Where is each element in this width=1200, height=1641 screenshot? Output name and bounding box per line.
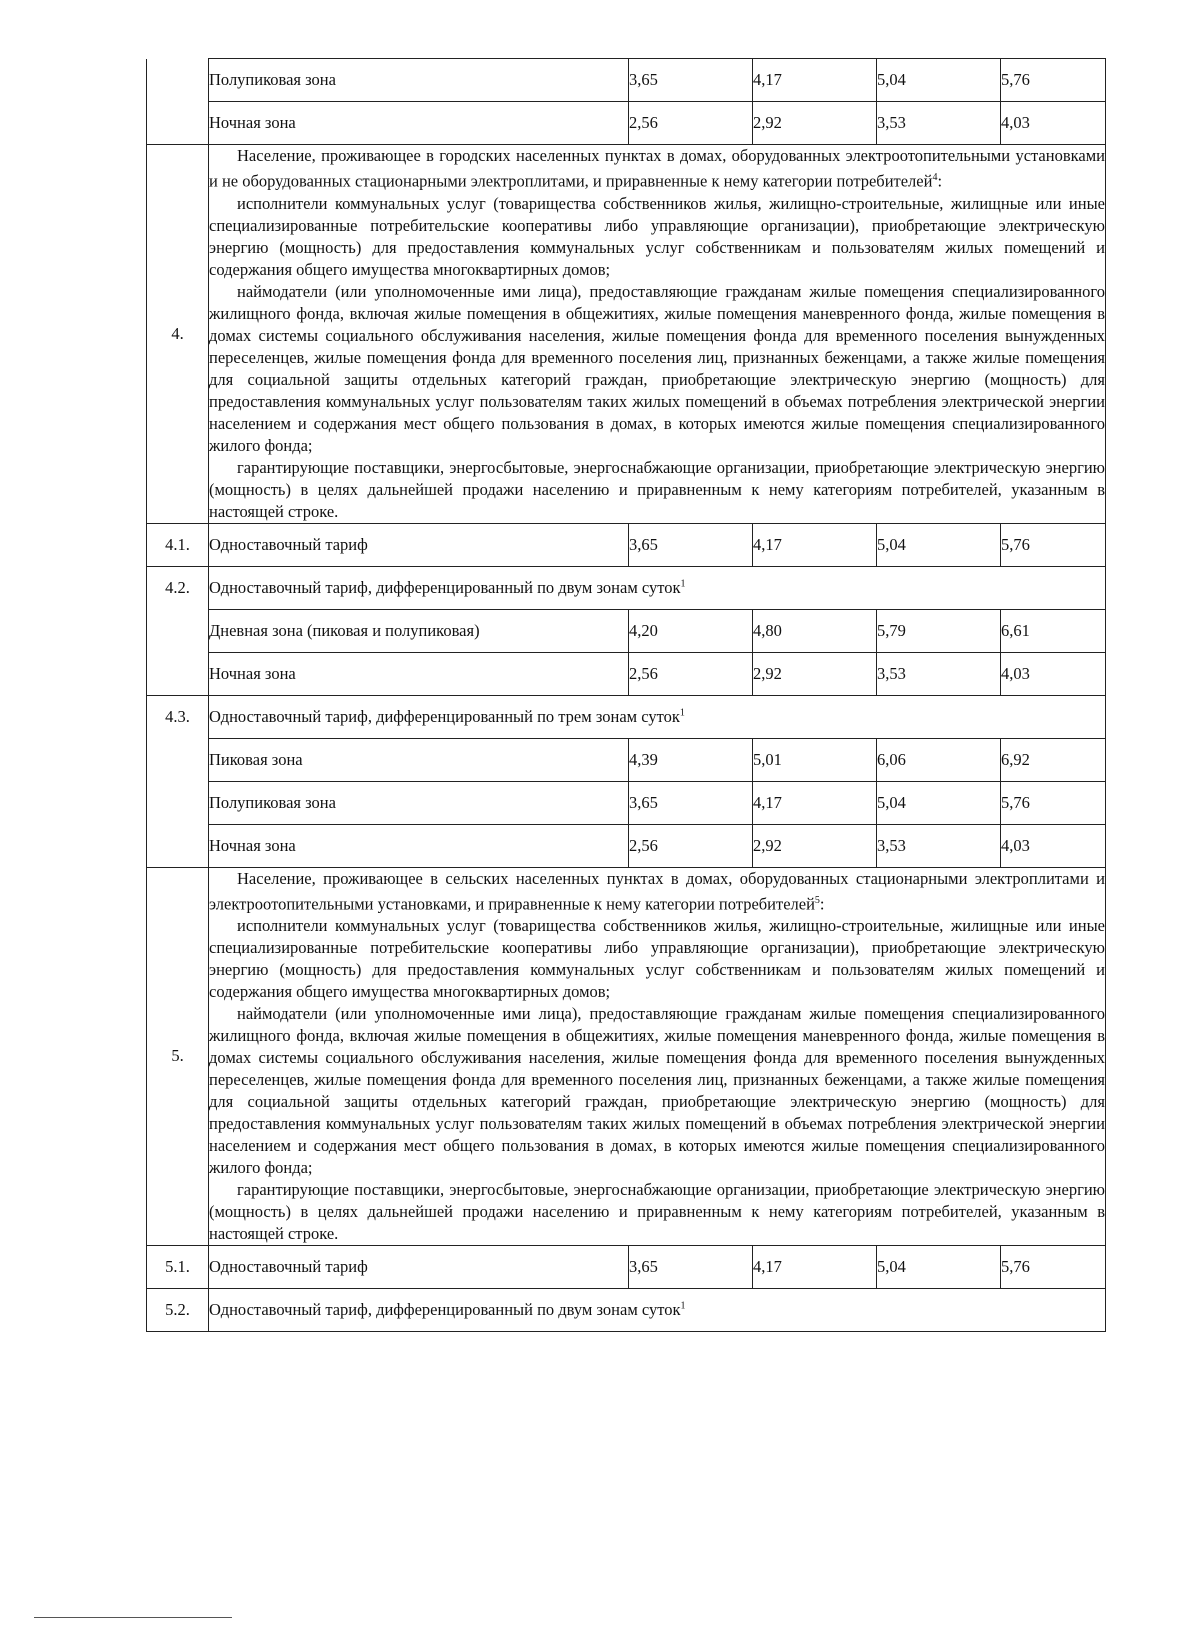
tariff-value: 4,80	[753, 609, 877, 652]
section-5-paragraph-1: Население, проживающее в сельских населенных пунктах в домах, оборудованных стационарными электроплитами и электроотопительными установками, и приравненные к нему категории потребителей$^5$:	[209, 868, 1105, 913]
tariff-value: 4,03	[1001, 102, 1106, 145]
tariff-value: 3,53	[877, 102, 1001, 145]
section-4-paragraph-3: наймодатели (или уполномоченные ими лица), предоставляющие гражданам жилые помещения специализированного жилищного фонда, включая жилые помещения в общежитиях, жилые помещения маневренного фонда, жилые помещения в домах системы социального обслуживания населения, жилые помещения фонда для временного поселения вынужденных переселенцев, жилые помещения фонда для временного поселения лиц, признанных беженцами, а также жилые помещения для социальной защиты отдельных категорий граждан, приобретающие электрическую энергию (мощность) для предоставления коммунальных услуг пользователям таких жилых помещений в объемах потребления электрической энергии населением и содержания мест общего пользования в домах, в которых имеются жилые помещения специализированного жилого фонда;	[209, 281, 1105, 455]
tariff-value: 3,65	[629, 59, 753, 102]
tariff-value: 5,01	[753, 738, 877, 781]
section-5-paragraph-2: исполнители коммунальных услуг (товарищества собственников жилья, жилищно-строительные, жилищные или иные специализированные потребительские кооперативы либо управляющие организации), приобретающие электрическую энергию (мощность) для предоставления коммунальных услуг собственникам и пользователям жилых помещений и содержания общего имущества многоквартирных домов;	[209, 916, 1105, 1001]
footnote-marker: 1	[680, 1300, 686, 1312]
section-4-description	[209, 145, 1106, 524]
tariff-value: 4,17	[753, 523, 877, 566]
table-row	[147, 1289, 1106, 1332]
row-number: 5.	[147, 867, 209, 1246]
section-5-paragraph-4: гарантирующие поставщики, энергосбытовые, энергоснабжающие организации, приобретающие электрическую энергию (мощность) в целях дальнейшей продажи населению и приравненным к нему категориям потребителей, указанным в настоящей строке.	[209, 1180, 1105, 1243]
footnote-marker: 1	[679, 707, 685, 718]
tariff-value: 2,56	[629, 824, 753, 867]
table-row	[147, 59, 1106, 102]
row-number-cell	[147, 609, 209, 652]
table-row	[147, 566, 1106, 609]
row-number-cell	[147, 781, 209, 824]
tariff-title: Одноставочный тариф, дифференцированный по двум зонам суток$^1$	[209, 1289, 1106, 1332]
section-4-header-row	[147, 145, 1106, 524]
table-row	[147, 781, 1106, 824]
tariff-value: 5,76	[1001, 59, 1106, 102]
tariff-value: 4,17	[753, 59, 877, 102]
zone-label: Ночная зона	[209, 102, 629, 145]
table-row	[147, 652, 1106, 695]
tariff-value: 3,53	[877, 652, 1001, 695]
row-number-cell	[147, 738, 209, 781]
tariff-value: 2,56	[629, 102, 753, 145]
row-number-cell	[147, 824, 209, 867]
footnote-marker: 5	[814, 894, 820, 906]
tariff-value: 2,92	[753, 102, 877, 145]
tariff-value: 6,61	[1001, 609, 1106, 652]
tariff-value: 5,76	[1001, 1246, 1106, 1289]
tariff-title: Одноставочный тариф, дифференцированный по трем зонам суток$^1$	[209, 695, 1106, 738]
tariff-value: 6,92	[1001, 738, 1106, 781]
section-5-paragraph-3: наймодатели (или уполномоченные ими лица), предоставляющие гражданам жилые помещения специализированного жилищного фонда, включая жилые помещения в общежитиях, жилые помещения маневренного фонда, жилые помещения в домах системы социального обслуживания населения, жилые помещения фонда для временного поселения вынужденных переселенцев, жилые помещения фонда для временного поселения лиц, признанных беженцами, а также жилые помещения для социальной защиты отдельных категорий граждан, приобретающие электрическую энергию (мощность) для предоставления коммунальных услуг пользователям таких жилых помещений в объемах потребления электрической энергии населением и содержания мест общего пользования в домах, в которых имеются жилые помещения специализированного жилого фонда;	[209, 1004, 1105, 1177]
tariff-value: 4,17	[753, 1246, 877, 1289]
tariff-value: 2,92	[753, 824, 877, 867]
tariff-value: 4,03	[1001, 652, 1106, 695]
zone-label: Ночная зона	[209, 824, 629, 867]
row-number: 4.1.	[147, 523, 209, 566]
tariff-value: 5,76	[1001, 781, 1106, 824]
section-4-paragraph-4: гарантирующие поставщики, энергосбытовые, энергоснабжающие организации, приобретающие электрическую энергию (мощность) в целях дальнейшей продажи населению и приравненным к нему категориям потребителей, указанным в настоящей строке.	[209, 457, 1105, 521]
tariff-value: 4,39	[629, 738, 753, 781]
tariff-value: 6,06	[877, 738, 1001, 781]
tariff-value: 4,17	[753, 781, 877, 824]
tariff-value: 5,04	[877, 1246, 1001, 1289]
section-5-header-row	[147, 867, 1106, 1246]
tariff-value: 5,04	[877, 781, 1001, 824]
section-5-description	[209, 867, 1106, 1246]
tariff-table	[146, 58, 1106, 1332]
tariff-value: 3,65	[629, 1246, 753, 1289]
section-4-paragraph-2: исполнители коммунальных услуг (товарищества собственников жилья, жилищно-строительные, жилищные или иные специализированные потребительские кооперативы либо управляющие организации), приобретающие электрическую энергию (мощность) для предоставления коммунальных услуг собственникам и пользователям жилых помещений и содержания общего имущества многоквартирных домов;	[209, 193, 1105, 279]
section-4-paragraph-1: Население, проживающее в городских населенных пунктах в домах, оборудованных электроотопительными установками и не оборудованных стационарными электроплитами, и приравненные к нему категории потребителей$^4$:	[209, 146, 1105, 191]
tariff-label: Одноставочный тариф	[209, 523, 629, 566]
tariff-value: 5,76	[1001, 523, 1106, 566]
zone-label: Полупиковая зона	[209, 781, 629, 824]
tariff-value: 2,56	[629, 652, 753, 695]
tariff-value: 5,04	[877, 523, 1001, 566]
row-number: 5.2.	[147, 1289, 209, 1332]
tariff-value: 3,65	[629, 523, 753, 566]
tariff-value: 3,65	[629, 781, 753, 824]
row-number: 4.3.	[147, 695, 209, 738]
tariff-value: 4,03	[1001, 824, 1106, 867]
zone-label: Дневная зона (пиковая и полупиковая)	[209, 609, 629, 652]
row-number-cell	[147, 59, 209, 102]
table-row	[147, 523, 1106, 566]
table-row	[147, 738, 1106, 781]
tariff-value: 3,53	[877, 824, 1001, 867]
footnote-marker: 4	[932, 172, 938, 183]
row-number: 5.1.	[147, 1246, 209, 1289]
tariff-title: Одноставочный тариф, дифференцированный по двум зонам суток$^1$	[209, 566, 1106, 609]
footnote-separator	[34, 1617, 232, 1618]
tariff-value: 2,92	[753, 652, 877, 695]
tariff-label: Одноставочный тариф	[209, 1246, 629, 1289]
zone-label: Пиковая зона	[209, 738, 629, 781]
table-row	[147, 1246, 1106, 1289]
zone-label: Ночная зона	[209, 652, 629, 695]
table-row	[147, 695, 1106, 738]
table-row	[147, 824, 1106, 867]
tariff-value: 5,04	[877, 59, 1001, 102]
row-number-cell	[147, 652, 209, 695]
row-number: 4.	[147, 145, 209, 524]
table-row	[147, 102, 1106, 145]
tariff-value: 5,79	[877, 609, 1001, 652]
row-number-cell	[147, 102, 209, 145]
zone-label: Полупиковая зона	[209, 59, 629, 102]
table-row	[147, 609, 1106, 652]
row-number: 4.2.	[147, 566, 209, 609]
tariff-value: 4,20	[629, 609, 753, 652]
footnote-marker: 1	[680, 578, 686, 589]
